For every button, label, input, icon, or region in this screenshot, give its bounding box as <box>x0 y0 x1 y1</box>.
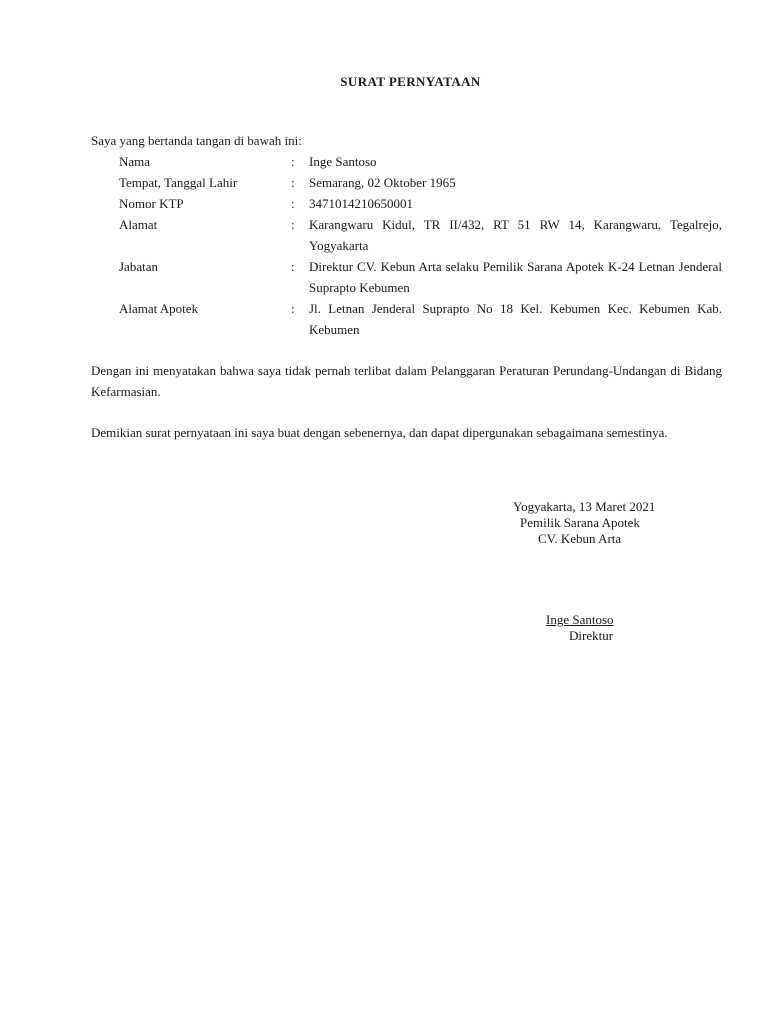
intro-text: Saya yang bertanda tangan di bawah ini: <box>91 133 302 148</box>
field-value: Karangwaru Kidul, TR II/432, RT 51 RW 14, Karangwaru, Tegalrejo, Yogyakarta <box>309 217 722 253</box>
signer-block <box>546 612 614 644</box>
field-value: Inge Santoso <box>309 154 377 169</box>
field-label: Tempat, Tanggal Lahir <box>119 175 238 190</box>
identity-fields <box>91 151 722 340</box>
field-row-jabatan <box>91 256 722 298</box>
signer-role: Pemilik Sarana Apotek <box>520 515 640 530</box>
document-title: SURAT PERNYATAAN <box>340 74 481 89</box>
signer-title: Direktur <box>569 628 614 643</box>
field-colon: : <box>291 259 295 274</box>
field-colon: : <box>291 196 295 211</box>
field-row-alamat-apotek <box>91 298 722 340</box>
field-colon: : <box>291 175 295 190</box>
field-label: Alamat Apotek <box>119 301 199 316</box>
field-row-tempat-tanggal-lahir <box>91 172 722 193</box>
field-label: Nomor KTP <box>119 196 184 211</box>
signature-header <box>500 499 700 547</box>
field-value: 3471014210650001 <box>309 196 413 211</box>
field-colon: : <box>291 217 295 232</box>
field-value: Direktur CV. Kebun Arta selaku Pemilik Sarana Apotek K-24 Letnan Jenderal Suprapto Kebumen <box>309 259 722 295</box>
field-colon: : <box>291 154 295 169</box>
place-date: Yogyakarta, 13 Maret 2021 <box>513 499 656 514</box>
statement-paragraph: Dengan ini menyatakan bahwa saya tidak pernah terlibat dalam Pelanggaran Peraturan Perundang-Undangan di Bidang Kefarmasian. <box>91 363 722 399</box>
field-row-nama <box>91 151 722 172</box>
field-row-alamat <box>91 214 722 256</box>
signer-company: CV. Kebun Arta <box>538 531 622 546</box>
closing-paragraph: Demikian surat pernyataan ini saya buat dengan sebenernya, dan dapat dipergunakan sebagaimana semestinya. <box>91 425 668 440</box>
field-label: Jabatan <box>119 259 158 274</box>
field-colon: : <box>291 301 295 316</box>
field-value: Jl. Letnan Jenderal Suprapto No 18 Kel. Kebumen Kec. Kebumen Kab. Kebumen <box>309 301 722 337</box>
field-label: Alamat <box>119 217 158 232</box>
field-row-nomor-ktp <box>91 193 722 214</box>
signer-name: Inge Santoso <box>546 612 614 627</box>
field-value: Semarang, 02 Oktober 1965 <box>309 175 456 190</box>
field-label: Nama <box>119 154 151 169</box>
